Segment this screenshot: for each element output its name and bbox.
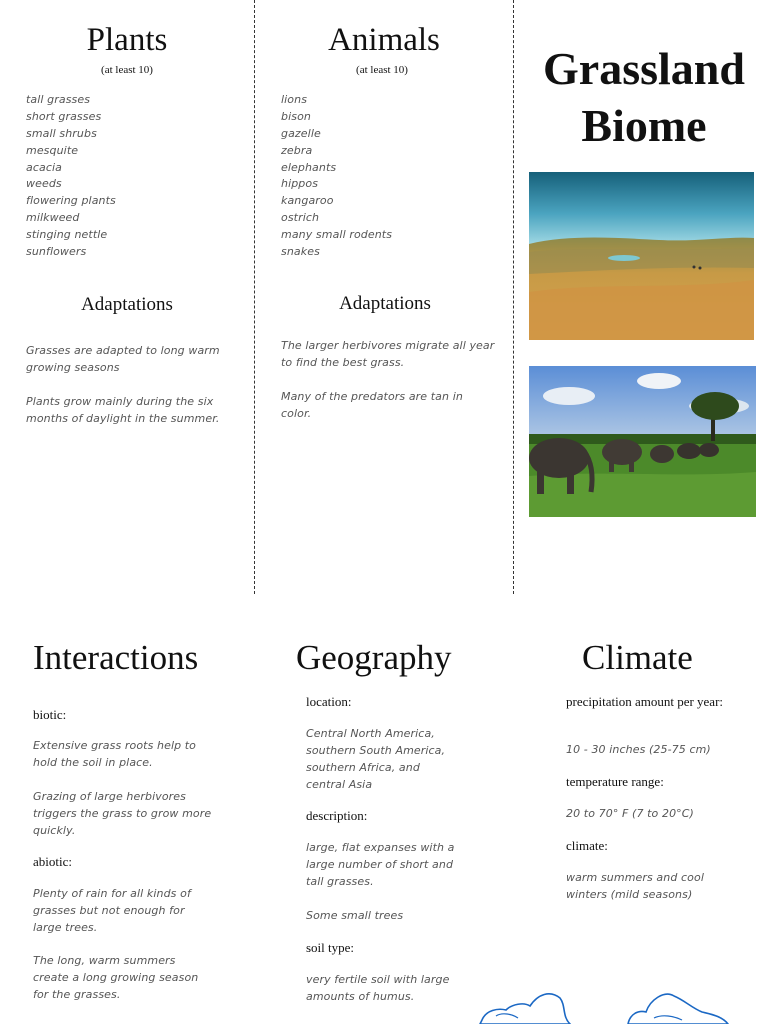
interactions-title: Interactions: [33, 638, 199, 677]
list-item: weeds: [26, 177, 62, 191]
animals-title: Animals: [328, 22, 440, 58]
biotic-text-2: Grazing of large herbivores triggers the grass to grow more quickly.: [33, 790, 212, 837]
animals-list: [281, 92, 392, 261]
list-item: milkweed: [26, 211, 80, 225]
list-item: stinging nettle: [26, 228, 108, 242]
list-item: bison: [281, 109, 311, 123]
biotic-text-1: Extensive grass roots help to hold the soil in place.: [33, 739, 197, 769]
elephants-photo: [529, 366, 756, 517]
list-item: flowering plants: [26, 194, 116, 208]
geography-title: Geography: [296, 638, 452, 677]
grassland-photo: [529, 172, 754, 340]
list-item: short grasses: [26, 109, 102, 123]
animals-adaptations-title: Adaptations: [339, 293, 431, 314]
cover-title-line2: Biome: [581, 100, 707, 151]
soil-text: very fertile soil with large amounts of humus.: [306, 973, 450, 1003]
list-item: acacia: [26, 160, 62, 174]
world-map-icon: [478, 986, 738, 1024]
list-item: ostrich: [281, 211, 320, 225]
list-item: small shrubs: [26, 126, 97, 140]
list-item: gazelle: [281, 126, 321, 140]
list-item: many small rodents: [281, 228, 393, 242]
list-item: tall grasses: [26, 93, 91, 106]
elephants-photo-art: [529, 366, 756, 517]
animals-adaptation-1: The larger herbivores migrate all year to find the best grass.: [281, 339, 495, 369]
climate-title: Climate: [582, 638, 693, 677]
location-label: location:: [306, 694, 352, 709]
biotic-label: biotic:: [33, 707, 67, 722]
cover-title: [526, 40, 762, 154]
abiotic-label: abiotic:: [33, 854, 72, 869]
plants-note: (at least 10): [101, 64, 153, 76]
description-text-2: Some small trees: [306, 909, 404, 922]
animals-adaptation-2: Many of the predators are tan in color.: [281, 390, 463, 420]
plants-adaptation-1: Grasses are adapted to long warm growing seasons: [26, 344, 220, 374]
plants-list: [26, 92, 116, 261]
plants-adaptations-title: Adaptations: [81, 294, 173, 315]
list-item: sunflowers: [26, 245, 87, 259]
location-text: Central North America, southern South America, southern Africa, and central Asia: [306, 727, 446, 791]
precip-label: precipitation amount per year:: [566, 694, 724, 709]
list-item: hippos: [281, 177, 319, 191]
soil-label: soil type:: [306, 940, 355, 955]
climate-text: warm summers and cool winters (mild seasons): [566, 871, 704, 901]
plants-title: Plants: [86, 22, 168, 58]
list-item: lions: [281, 93, 308, 106]
list-item: snakes: [281, 245, 320, 259]
description-text-1: large, flat expanses with a large number of short and tall grasses.: [306, 841, 455, 888]
list-item: mesquite: [26, 143, 79, 157]
plants-adaptation-2: Plants grow mainly during the six months of daylight in the summer.: [26, 395, 220, 425]
list-item: kangaroo: [281, 194, 334, 208]
description-label: description:: [306, 808, 368, 823]
temp-text: 20 to 70° F (7 to 20°C): [566, 807, 694, 820]
list-item: elephants: [281, 160, 337, 174]
animals-note: (at least 10): [356, 64, 408, 76]
abiotic-text-2: The long, warm summers create a long growing season for the grasses.: [33, 954, 199, 1001]
list-item: zebra: [281, 143, 313, 157]
abiotic-text-1: Plenty of rain for all kinds of grasses but not enough for large trees.: [33, 887, 191, 934]
cover-title-line1: Grassland: [543, 43, 745, 94]
climate-label: climate:: [566, 838, 608, 853]
temp-label: temperature range:: [566, 774, 664, 789]
fold-line-left: [254, 0, 255, 594]
grassland-photo-art: [529, 172, 754, 340]
precip-text: 10 - 30 inches (25-75 cm): [566, 743, 711, 756]
fold-line-right: [513, 0, 514, 594]
